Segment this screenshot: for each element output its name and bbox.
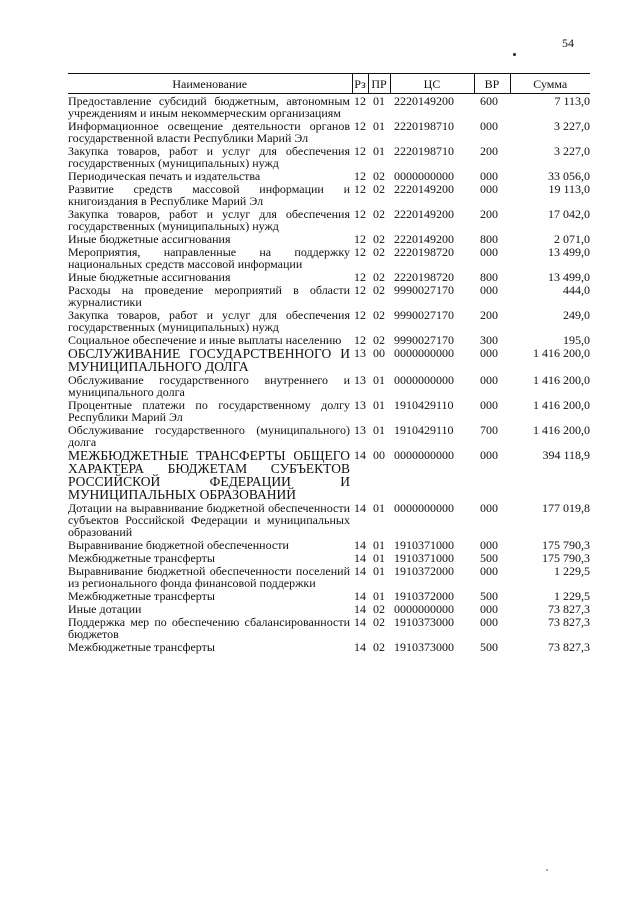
row-rz: 12 — [354, 94, 366, 108]
table-row — [68, 182, 590, 207]
row-sum: 1 416 200,0 — [533, 373, 590, 387]
row-rz: 14 — [354, 615, 366, 629]
row-pr: 00 — [373, 448, 385, 462]
page-number: 54 — [562, 36, 574, 50]
row-pr: 00 — [373, 346, 385, 360]
row-rz: 14 — [354, 538, 366, 552]
row-pr: 02 — [373, 270, 385, 284]
row-pr: 02 — [373, 182, 385, 196]
row-cs: 1910371000 — [394, 551, 454, 565]
table-row — [68, 346, 590, 373]
header-pr: ПР — [368, 74, 390, 94]
row-cs: 9990027170 — [394, 333, 454, 347]
row-pr: 01 — [373, 538, 385, 552]
row-vr: 000 — [480, 119, 498, 133]
row-vr: 000 — [480, 245, 498, 259]
row-vr: 000 — [480, 564, 498, 578]
row-cs: 0000000000 — [394, 602, 454, 616]
budget-table — [68, 73, 590, 653]
row-vr: 000 — [480, 169, 498, 183]
row-sum: 444,0 — [563, 283, 590, 297]
table-row — [68, 564, 590, 589]
row-sum: 1 229,5 — [554, 564, 590, 578]
table-row — [68, 373, 590, 398]
table-row — [68, 144, 590, 169]
row-sum: 177 019,8 — [542, 501, 590, 515]
row-cs: 1910372000 — [394, 589, 454, 603]
header-cs: ЦС — [390, 74, 474, 94]
row-name: Процентные платежи по государственному долгу Республики Марий Эл — [68, 398, 350, 424]
row-cs: 2220198710 — [394, 144, 454, 158]
table-row — [68, 398, 590, 423]
row-sum: 1 416 200,0 — [533, 346, 590, 360]
row-rz: 12 — [354, 333, 366, 347]
row-cs: 9990027170 — [394, 308, 454, 322]
row-name: Поддержка мер по обеспечению сбалансированности бюджетов — [68, 615, 350, 641]
row-vr: 800 — [480, 232, 498, 246]
row-name: Иные дотации — [68, 602, 142, 616]
row-cs: 9990027170 — [394, 283, 454, 297]
row-name: Иные бюджетные ассигнования — [68, 270, 231, 284]
row-sum: 17 042,0 — [548, 207, 590, 221]
row-pr: 02 — [373, 169, 385, 183]
row-name: Выравнивание бюджетной обеспеченности поселений из регионального фонда финансовой поддержки — [68, 564, 350, 590]
row-rz: 14 — [354, 589, 366, 603]
row-rz: 14 — [354, 551, 366, 565]
row-vr: 000 — [480, 373, 498, 387]
row-vr: 000 — [480, 501, 498, 515]
row-cs: 0000000000 — [394, 346, 454, 360]
row-vr: 000 — [480, 182, 498, 196]
row-cs: 2220198720 — [394, 245, 454, 259]
row-pr: 02 — [373, 283, 385, 297]
row-rz: 13 — [354, 398, 366, 412]
table-header-row — [68, 74, 590, 94]
row-vr: 200 — [480, 207, 498, 221]
row-vr: 200 — [480, 308, 498, 322]
row-sum: 195,0 — [563, 333, 590, 347]
row-name: Выравнивание бюджетной обеспеченности — [68, 538, 289, 552]
row-name: Периодическая печать и издательства — [68, 169, 261, 183]
row-sum: 73 827,3 — [548, 615, 590, 629]
row-sum: 1 229,5 — [554, 589, 590, 603]
row-cs: 0000000000 — [394, 169, 454, 183]
row-rz: 12 — [354, 245, 366, 259]
row-name: Закупка товаров, работ и услуг для обеспечения государственных (муниципальных) нужд — [68, 144, 350, 170]
row-cs: 0000000000 — [394, 501, 454, 515]
row-pr: 02 — [373, 232, 385, 246]
row-vr: 000 — [480, 346, 498, 360]
row-rz: 12 — [354, 207, 366, 221]
row-pr: 01 — [373, 398, 385, 412]
table-row — [68, 169, 590, 182]
row-vr: 600 — [480, 94, 498, 108]
row-pr: 01 — [373, 423, 385, 437]
row-pr: 01 — [373, 94, 385, 108]
scan-dot — [546, 869, 548, 871]
row-rz: 12 — [354, 232, 366, 246]
row-rz: 14 — [354, 448, 366, 462]
table-row — [68, 423, 590, 448]
table-row — [68, 448, 590, 501]
row-sum: 33 056,0 — [548, 169, 590, 183]
row-name: Дотации на выравнивание бюджетной обеспеченности субъектов Российской Федерации и муниципальных образований — [68, 501, 350, 539]
row-vr: 000 — [480, 283, 498, 297]
row-sum: 73 827,3 — [548, 602, 590, 616]
table-row — [68, 538, 590, 551]
row-rz: 14 — [354, 640, 366, 654]
row-rz: 13 — [354, 373, 366, 387]
table-row — [68, 602, 590, 615]
row-pr: 01 — [373, 144, 385, 158]
row-sum: 13 499,0 — [548, 245, 590, 259]
row-vr: 800 — [480, 270, 498, 284]
row-name: Межбюджетные трансферты — [68, 551, 215, 565]
table-row — [68, 640, 590, 653]
header-rz: Рз — [352, 74, 368, 94]
header-name: Наименование — [68, 74, 352, 94]
row-rz: 14 — [354, 501, 366, 515]
row-rz: 12 — [354, 270, 366, 284]
row-vr: 200 — [480, 144, 498, 158]
row-name: Закупка товаров, работ и услуг для обеспечения государственных (муниципальных) нужд — [68, 308, 350, 334]
row-rz: 12 — [354, 144, 366, 158]
row-sum: 3 227,0 — [554, 144, 590, 158]
row-name: Информационное освещение деятельности органов государственной власти Республики Марий Эл — [68, 119, 350, 145]
row-name: Иные бюджетные ассигнования — [68, 232, 231, 246]
row-cs: 1910373000 — [394, 640, 454, 654]
header-sum: Сумма — [510, 74, 590, 94]
row-rz: 12 — [354, 283, 366, 297]
row-cs: 2220198720 — [394, 270, 454, 284]
row-vr: 000 — [480, 538, 498, 552]
row-rz: 13 — [354, 346, 366, 360]
row-name: Расходы на проведение мероприятий в области журналистики — [68, 283, 350, 309]
row-sum: 3 227,0 — [554, 119, 590, 133]
row-sum: 1 416 200,0 — [533, 398, 590, 412]
row-sum: 175 790,3 — [542, 551, 590, 565]
row-cs: 0000000000 — [394, 448, 454, 462]
row-pr: 02 — [373, 207, 385, 221]
table-row — [68, 94, 590, 120]
table-row — [68, 207, 590, 232]
table-row — [68, 245, 590, 270]
table-row — [68, 232, 590, 245]
row-pr: 01 — [373, 373, 385, 387]
row-sum: 19 113,0 — [548, 182, 590, 196]
row-sum: 1 416 200,0 — [533, 423, 590, 437]
row-vr: 500 — [480, 551, 498, 565]
row-rz: 12 — [354, 119, 366, 133]
table-row — [68, 333, 590, 346]
row-name: Закупка товаров, работ и услуг для обеспечения государственных (муниципальных) нужд — [68, 207, 350, 233]
row-sum: 175 790,3 — [542, 538, 590, 552]
row-cs: 1910372000 — [394, 564, 454, 578]
table-row — [68, 270, 590, 283]
row-vr: 000 — [480, 398, 498, 412]
row-cs: 2220149200 — [394, 182, 454, 196]
row-cs: 2220149200 — [394, 94, 454, 108]
row-name: Обслуживание государственного (муниципального) долга — [68, 423, 350, 449]
row-vr: 500 — [480, 640, 498, 654]
row-name: ОБСЛУЖИВАНИЕ ГОСУДАРСТВЕННОГО И МУНИЦИПАЛЬНОГО ДОЛГА — [68, 346, 350, 374]
row-cs: 2220198710 — [394, 119, 454, 133]
row-sum: 73 827,3 — [548, 640, 590, 654]
row-cs: 1910429110 — [394, 398, 454, 412]
row-cs: 1910373000 — [394, 615, 454, 629]
table-row — [68, 501, 590, 538]
row-rz: 14 — [354, 602, 366, 616]
table-body — [68, 94, 590, 654]
row-vr: 300 — [480, 333, 498, 347]
row-vr: 500 — [480, 589, 498, 603]
row-pr: 02 — [373, 245, 385, 259]
row-pr: 02 — [373, 640, 385, 654]
row-sum: 394 118,9 — [542, 448, 590, 462]
row-name: Межбюджетные трансферты — [68, 640, 215, 654]
row-sum: 2 071,0 — [554, 232, 590, 246]
table-row — [68, 551, 590, 564]
table-row — [68, 308, 590, 333]
table-row — [68, 615, 590, 640]
row-pr: 02 — [373, 333, 385, 347]
row-sum: 7 113,0 — [554, 94, 590, 108]
scan-dot — [513, 53, 516, 56]
row-rz: 12 — [354, 182, 366, 196]
row-pr: 02 — [373, 308, 385, 322]
row-pr: 01 — [373, 551, 385, 565]
row-name: Межбюджетные трансферты — [68, 589, 215, 603]
row-pr: 02 — [373, 615, 385, 629]
row-vr: 000 — [480, 448, 498, 462]
row-name: Мероприятия, направленные на поддержку национальных средств массовой информации — [68, 245, 350, 271]
row-rz: 14 — [354, 564, 366, 578]
row-pr: 01 — [373, 119, 385, 133]
row-name: Обслуживание государственного внутреннего и муниципального долга — [68, 373, 350, 399]
row-cs: 2220149200 — [394, 207, 454, 221]
row-name: Развитие средств массовой информации и книгоиздания в Республике Марий Эл — [68, 182, 350, 208]
row-rz: 12 — [354, 308, 366, 322]
row-sum: 13 499,0 — [548, 270, 590, 284]
row-cs: 1910371000 — [394, 538, 454, 552]
row-sum: 249,0 — [563, 308, 590, 322]
row-cs: 1910429110 — [394, 423, 454, 437]
row-vr: 000 — [480, 615, 498, 629]
table-row — [68, 119, 590, 144]
row-cs: 2220149200 — [394, 232, 454, 246]
row-name: МЕЖБЮДЖЕТНЫЕ ТРАНСФЕРТЫ ОБЩЕГО ХАРАКТЕРА БЮДЖЕТАМ СУБЪЕКТОВ РОССИЙСКОЙ ФЕДЕРАЦИИ И МУНИЦИПАЛЬНЫХ ОБРАЗОВАНИЙ — [68, 448, 350, 502]
row-vr: 000 — [480, 602, 498, 616]
row-name: Предоставление субсидий бюджетным, автономным учреждениям и иным некоммерческим организациям — [68, 94, 350, 120]
table-row — [68, 589, 590, 602]
row-pr: 01 — [373, 589, 385, 603]
row-pr: 01 — [373, 501, 385, 515]
row-rz: 12 — [354, 169, 366, 183]
row-name: Социальное обеспечение и иные выплаты населению — [68, 333, 342, 347]
row-pr: 02 — [373, 602, 385, 616]
row-pr: 01 — [373, 564, 385, 578]
row-cs: 0000000000 — [394, 373, 454, 387]
row-vr: 700 — [480, 423, 498, 437]
row-rz: 13 — [354, 423, 366, 437]
table-row — [68, 283, 590, 308]
header-vr: ВР — [474, 74, 510, 94]
